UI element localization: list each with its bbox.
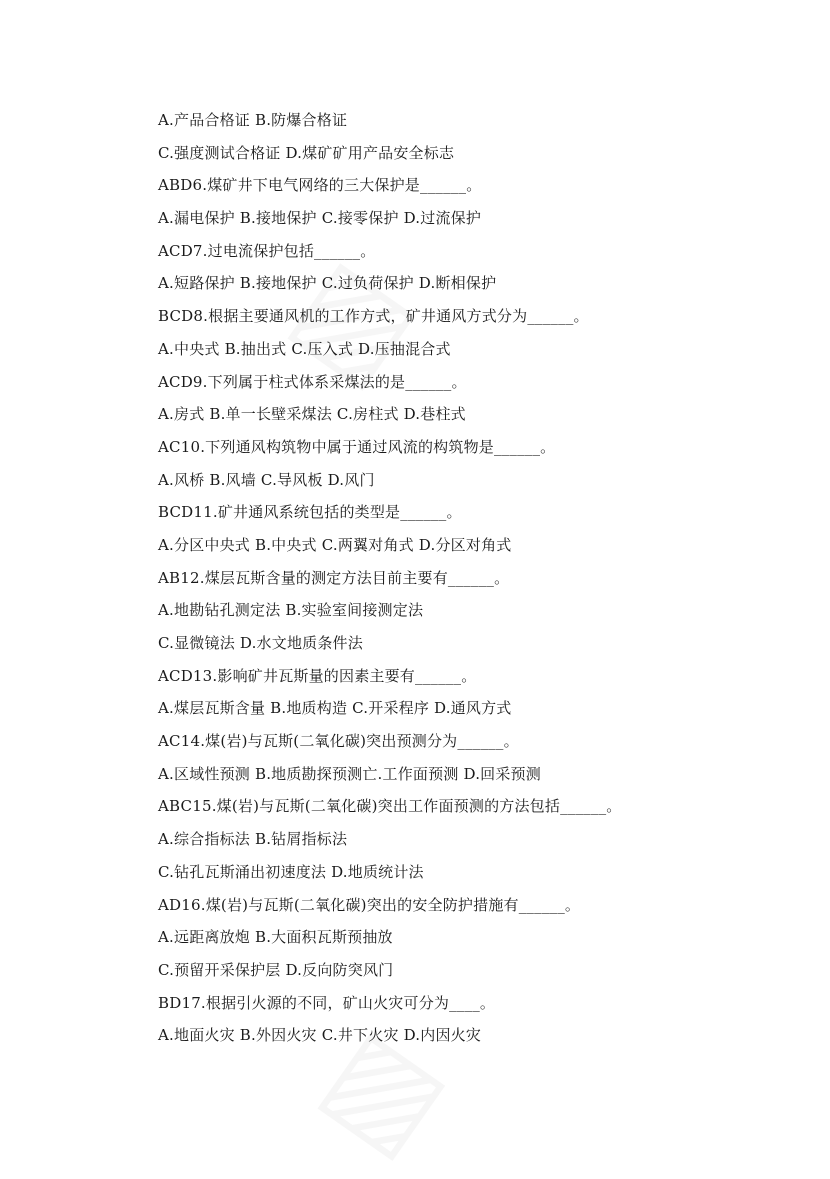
options-line: A.中央式 B.抽出式 C.压入式 D.压抽混合式 — [158, 339, 451, 358]
question-line: BD17.根据引火源的不同，矿山火灾可分为____。 — [158, 993, 496, 1012]
options-line: A.综合指标法 B.钻屑指标法 — [158, 830, 348, 849]
text-line: A.产品合格证 B.防爆合格证 — [158, 111, 348, 129]
question-line: AC14.煤(岩)与瓦斯(二氧化碳)突出预测分为______。 — [158, 732, 519, 751]
question-line: ACD7.过电流保护包括______。 — [158, 241, 376, 260]
document-body — [158, 104, 718, 1052]
options-line: A.地面火灾 B.外因火灾 C.井下火灾 D.内因火灾 — [158, 1026, 482, 1045]
options-line: A.煤层瓦斯含量 B.地质构造 C.开采程序 D.通风方式 — [158, 699, 512, 718]
options-line: A.区域性预测 B.地质勘探预测亡.工作面预测 D.回采预测 — [158, 764, 541, 783]
text-line: C.强度测试合格证 D.煤矿矿用产品安全标志 — [158, 143, 455, 162]
question-line: BCD8.根据主要通风机的工作方式，矿井通风方式分为______。 — [158, 307, 589, 326]
options-line: A.房式 B.单一长壁采煤法 C.房柱式 D.巷柱式 — [158, 405, 466, 424]
question-line: ACD13.影响矿井瓦斯量的因素主要有______。 — [158, 666, 477, 685]
options-line: A.远距离放炮 B.大面积瓦斯预抽放 — [158, 928, 393, 947]
options-line: C.显微镜法 D.水文地质条件法 — [158, 634, 363, 652]
question-line: AC10.下列通风构筑物中属于通过风流的构筑物是______。 — [158, 437, 556, 456]
options-line: A.分区中央式 B.中央式 C.两翼对角式 D.分区对角式 — [158, 535, 512, 554]
options-line: A.短路保护 B.接地保护 C.过负荷保护 D.断相保护 — [158, 274, 497, 293]
options-line: A.漏电保护 B.接地保护 C.接零保护 D.过流保护 — [158, 209, 482, 228]
options-line: C.钻孔瓦斯涌出初速度法 D.地质统计法 — [158, 862, 424, 881]
question-line: ABD6.煤矿井下电气网络的三大保护是______。 — [158, 176, 482, 195]
options-line: A.风桥 B.风墙 C.导风板 D.风门 — [158, 470, 375, 489]
question-line: ABC15.煤(岩)与瓦斯(二氧化碳)突出工作面预测的方法包括______。 — [158, 797, 622, 816]
options-line: A.地勘钻孔测定法 B.实验室间接测定法 — [158, 601, 424, 620]
question-line: ACD9.下列属于柱式体系采煤法的是______。 — [158, 372, 467, 391]
options-line: C.预留开采保护层 D.反向防突风门 — [158, 960, 394, 979]
question-line: AD16.煤(岩)与瓦斯(二氧化碳)突出的安全防护措施有______。 — [158, 895, 581, 914]
question-line: BCD11.矿井通风系统包括的类型是______。 — [158, 503, 462, 522]
question-line: AB12.煤层瓦斯含量的测定方法目前主要有______。 — [158, 568, 510, 587]
